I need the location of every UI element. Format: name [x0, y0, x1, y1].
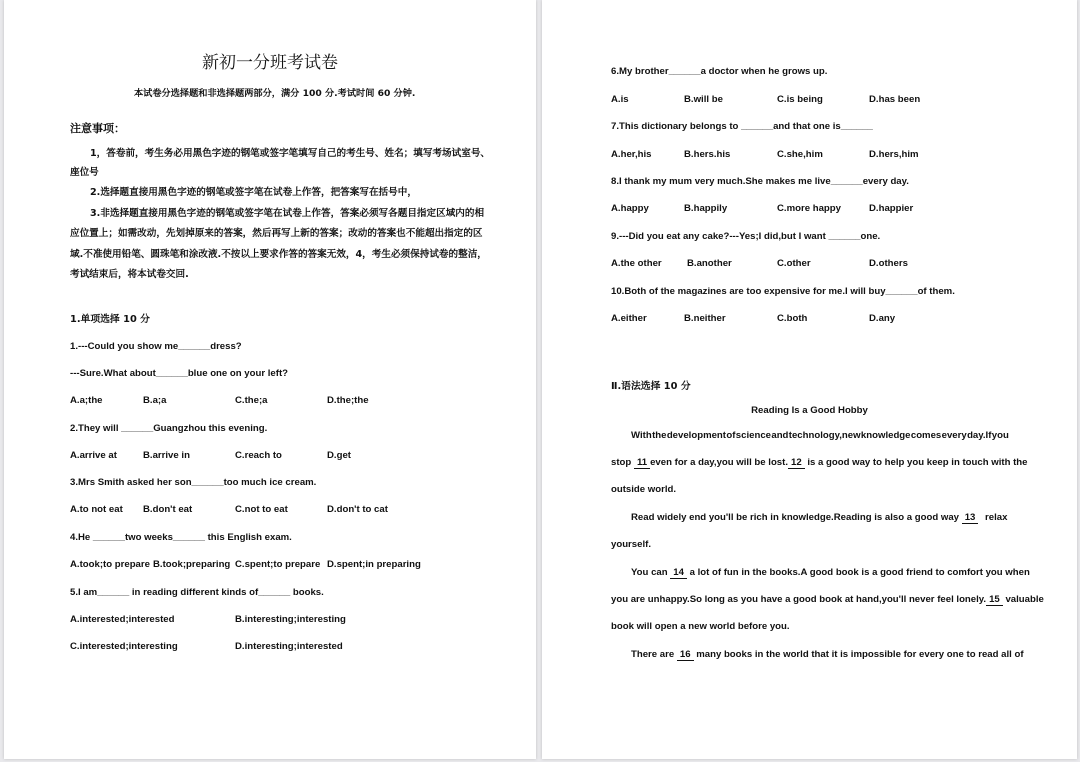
- note-line: 应位置上；如需改动，先划掉原来的答案，然后再写上新的答案；改动的答案也不能超出指定的区: [70, 228, 483, 239]
- text: is a good way to help you keep in touch with the: [807, 457, 1028, 468]
- question-9: 9.---Did you eat any cake?---Yes;I did,but I want ______one.: [611, 231, 881, 242]
- passage-title: Reading Is a Good Hobby: [751, 405, 868, 416]
- passage-line: [631, 649, 1024, 661]
- question-4: 4.He ______two weeks______ this English exam.: [70, 532, 292, 543]
- option-c: C.the;a: [235, 395, 268, 406]
- note-line: 3.非选择题直接用黑色字迹的钢笔或签字笔在试卷上作答，答案必须写各题目指定区域内的相: [90, 208, 485, 219]
- option-b: B.will be: [684, 94, 723, 105]
- option-b: B.another: [687, 258, 732, 269]
- word: With: [631, 430, 652, 441]
- text: even for a day,you will be lost.: [650, 457, 788, 468]
- text: many books in the world that it is impossible for every one to read all of: [696, 649, 1024, 660]
- section-title: 1.单项选择 10 分: [70, 314, 150, 325]
- question-1: 1.---Could you show me______dress?: [70, 341, 242, 352]
- option-d: D.has been: [869, 94, 921, 105]
- option-b: B.hers.his: [684, 149, 731, 160]
- option-b: B.don't eat: [143, 504, 193, 515]
- exam-title: 新初一分班考试卷: [202, 53, 338, 73]
- blank-14[interactable]: 14: [670, 567, 687, 579]
- word: every: [941, 430, 967, 441]
- passage-line: [631, 567, 1030, 579]
- option-d: D.hers,him: [869, 149, 919, 160]
- blank-16[interactable]: 16: [677, 649, 694, 661]
- option-b: B.neither: [684, 313, 726, 324]
- option-b: B.arrive in: [143, 450, 190, 461]
- passage-line: yourself.: [611, 539, 651, 550]
- word: science: [735, 430, 771, 441]
- option-c: C.not to eat: [235, 504, 288, 515]
- passage-line: [631, 512, 1007, 524]
- word: day.If: [967, 430, 992, 441]
- option-a: A.interested;interested: [70, 614, 175, 625]
- question-1-line2: ---Sure.What about______blue one on your left?: [70, 368, 289, 379]
- exam-page-right: [542, 0, 1077, 759]
- note-line: 域.不准使用铅笔、圆珠笔和涂改液.不按以上要求作答的答案无效，4，考生必须保持试卷的整洁，: [70, 249, 487, 260]
- exam-page-left: [4, 0, 536, 759]
- text: valuable: [1005, 594, 1044, 605]
- option-c: C.is being: [777, 94, 823, 105]
- option-a: A.her,his: [611, 149, 652, 160]
- question-3: 3.Mrs Smith asked her son______too much ice cream.: [70, 477, 317, 488]
- option-d: D.spent;in preparing: [327, 559, 421, 570]
- option-a: A.is: [611, 94, 629, 105]
- option-b: B.took;preparing: [153, 559, 231, 570]
- passage-line: [611, 594, 1044, 606]
- question-10: 10.Both of the magazines are too expensive for me.I will buy______of them.: [611, 286, 955, 297]
- exam-subtitle: 本试卷分选择题和非选择题两部分，满分 100 分.考试时间 60 分钟.: [134, 88, 416, 99]
- option-a: A.the other: [611, 258, 662, 269]
- question-2: 2.They will ______Guangzhou this evening.: [70, 423, 268, 434]
- text: a lot of fun in the books.A good book is a good friend to comfort you when: [689, 567, 1030, 578]
- option-a: A.a;the: [70, 395, 103, 406]
- word: technology,new: [788, 430, 861, 441]
- word: comes: [910, 430, 942, 441]
- option-b: B.happily: [684, 203, 728, 214]
- option-d: D.interesting;interested: [235, 641, 343, 652]
- option-c: C.she,him: [777, 149, 823, 160]
- blank-15[interactable]: 15: [986, 594, 1003, 606]
- note-line: 座位号: [70, 167, 99, 178]
- blank-11[interactable]: 11: [634, 457, 650, 469]
- option-a: A.arrive at: [70, 450, 117, 461]
- option-c: C.other: [777, 258, 811, 269]
- note-line: 2.选择题直接用黑色字迹的钢笔或签字笔在试卷上作答，把答案写在括号中，: [90, 187, 417, 198]
- option-d: D.don't to cat: [327, 504, 388, 515]
- word: development: [666, 430, 726, 441]
- text: Read widely end you'll be rich in knowledge.Reading is also a good way: [631, 512, 960, 523]
- option-d: D.the;the: [327, 395, 369, 406]
- text: You can: [631, 567, 668, 578]
- option-a: A.to not eat: [70, 504, 123, 515]
- option-b: B.a;a: [143, 395, 167, 406]
- text: you are unhappy.So long as you have a good book at hand,you'll never feel lonely.: [611, 594, 987, 605]
- passage-line: book will open a new world before you.: [611, 621, 790, 632]
- note-line: 考试结束后，将本试卷交回.: [70, 269, 189, 280]
- question-6: 6.My brother______a doctor when he grows up.: [611, 66, 828, 77]
- question-7: 7.This dictionary belongs to ______and that one is______: [611, 121, 873, 132]
- question-5: 5.I am______ in reading different kinds of______ books.: [70, 587, 324, 598]
- word: you: [991, 430, 1009, 441]
- option-d: D.happier: [869, 203, 914, 214]
- text: relax: [985, 512, 1008, 523]
- passage-line: [611, 457, 1028, 469]
- option-d: D.get: [327, 450, 351, 461]
- option-c: C.spent;to prepare: [235, 559, 321, 570]
- option-c: C.both: [777, 313, 808, 324]
- option-b: B.interesting;interesting: [235, 614, 346, 625]
- section-title: Ⅱ.语法选择 10 分: [611, 381, 691, 392]
- notice-heading: 注意事项：: [70, 122, 125, 135]
- option-a: A.happy: [611, 203, 649, 214]
- passage-line: [631, 430, 1009, 442]
- option-c: C.reach to: [235, 450, 282, 461]
- word: the: [652, 430, 667, 441]
- option-a: A.took;to prepare: [70, 559, 150, 570]
- option-a: A.either: [611, 313, 647, 324]
- text: There are: [631, 649, 675, 660]
- option-d: D.any: [869, 313, 896, 324]
- option-d: D.others: [869, 258, 908, 269]
- word: of: [726, 430, 736, 441]
- word: and: [771, 430, 789, 441]
- option-c: C.more happy: [777, 203, 841, 214]
- word: knowledge: [860, 430, 911, 441]
- text: stop: [611, 457, 632, 468]
- note-line: 1，答卷前，考生务必用黑色字迹的钢笔或签字笔填写自己的考生号、姓名；填写考场试室号、: [90, 148, 491, 159]
- blank-13[interactable]: 13: [962, 512, 979, 524]
- passage-line: outside world.: [611, 484, 677, 495]
- question-8: 8.I thank my mum very much.She makes me live______every day.: [611, 176, 909, 187]
- option-c: C.interested;interesting: [70, 641, 178, 652]
- blank-12[interactable]: 12: [788, 457, 805, 469]
